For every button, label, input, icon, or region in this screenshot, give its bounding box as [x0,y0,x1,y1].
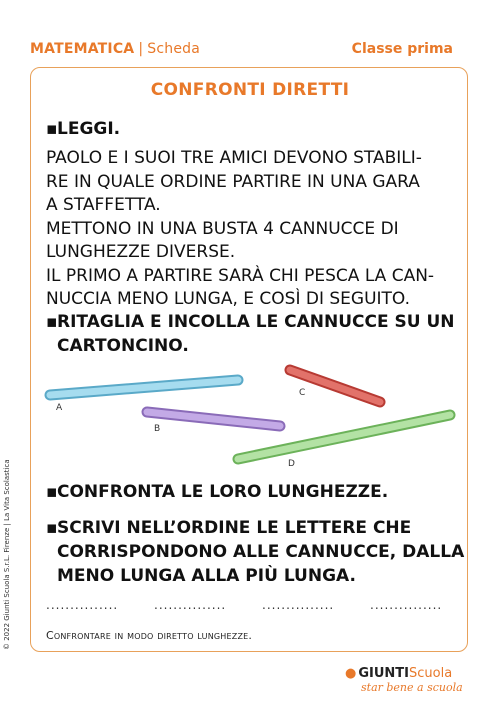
bullet-write-line: MENO LUNGA ALLA PIÙ LUNGA. [57,566,356,586]
bullet-marker: ▪ [46,312,58,332]
straw-c-label: C [299,388,306,398]
bullet-cut [46,310,455,358]
logo-brand [345,666,465,681]
bullet-write [46,516,464,588]
paragraph-line: LUNGHEZZE DIVERSE. [46,242,236,262]
bullet-marker: ▪ [46,119,58,139]
straw-a-label: A [56,403,63,413]
paragraph-line: A STAFFETTA. [46,195,161,215]
paragraph-line: RE IN QUALE ORDINE PARTIRE IN UNA GARA [46,171,420,192]
header-separator: | [138,41,144,57]
straw-b [147,412,280,434]
copyright-note: © 2022 Giunti Scuola S.r.L. Firenze | La Vita Scolastica [3,459,11,650]
answer-blank[interactable]: ............... [262,598,335,612]
logo-brand-name: GIUNTI [358,666,409,681]
bullet-read-text: LEGGI. [57,119,121,139]
bullet-cut-line: CARTONCINO. [57,336,189,356]
learning-objective: Confrontare in modo diretto lunghezze. [46,629,253,642]
publisher-logo [345,666,465,694]
answer-blank[interactable]: ............... [370,598,443,612]
straw-d-label: D [288,459,295,469]
answer-blank[interactable]: ............... [46,598,119,612]
grade-label: Classe prima [351,41,453,57]
sheet-label: Scheda [147,41,201,57]
logo-g-icon: ● [345,666,357,681]
bullet-marker: ▪ [46,482,58,502]
subject-label: MATEMATICA [30,41,135,57]
straw-c [290,370,380,402]
paragraph-line: NUCCIA MENO LUNGA, E COSÌ DI SEGUITO. [46,289,411,309]
paragraph-line: IL PRIMO A PARTIRE SARÀ CHI PESCA LA CAN- [46,265,435,286]
bullet-compare-text: CONFRONTA LE LORO LUNGHEZZE. [57,482,389,502]
answer-blank[interactable]: ............... [154,598,227,612]
bullet-cut-line: RITAGLIA E INCOLLA LE CANNUCCE SU UN [57,312,455,332]
bullet-write-line: SCRIVI NELL’ORDINE LE LETTERE CHE [57,518,412,538]
answer-blanks [46,598,478,612]
bullet-read [46,117,120,141]
worksheet-title: CONFRONTI DIRETTI [150,80,350,100]
bullet-marker: ▪ [46,518,58,538]
paragraph-line: METTONO IN UNA BUSTA 4 CANNUCCE DI [46,218,399,239]
logo-brand-suffix: Scuola [409,666,453,681]
header-subject [30,41,200,57]
logo-tagline: star bene a scuola [361,681,463,694]
straw-b-label: B [154,424,161,434]
story-paragraph [46,147,456,312]
bullet-write-line: CORRISPONDONO ALLE CANNUCCE, DALLA [57,542,465,562]
straws-illustration [40,355,460,475]
paragraph-line: PAOLO E I SUOI TRE AMICI DEVONO STABILI- [46,148,422,168]
bullet-compare [46,480,388,504]
